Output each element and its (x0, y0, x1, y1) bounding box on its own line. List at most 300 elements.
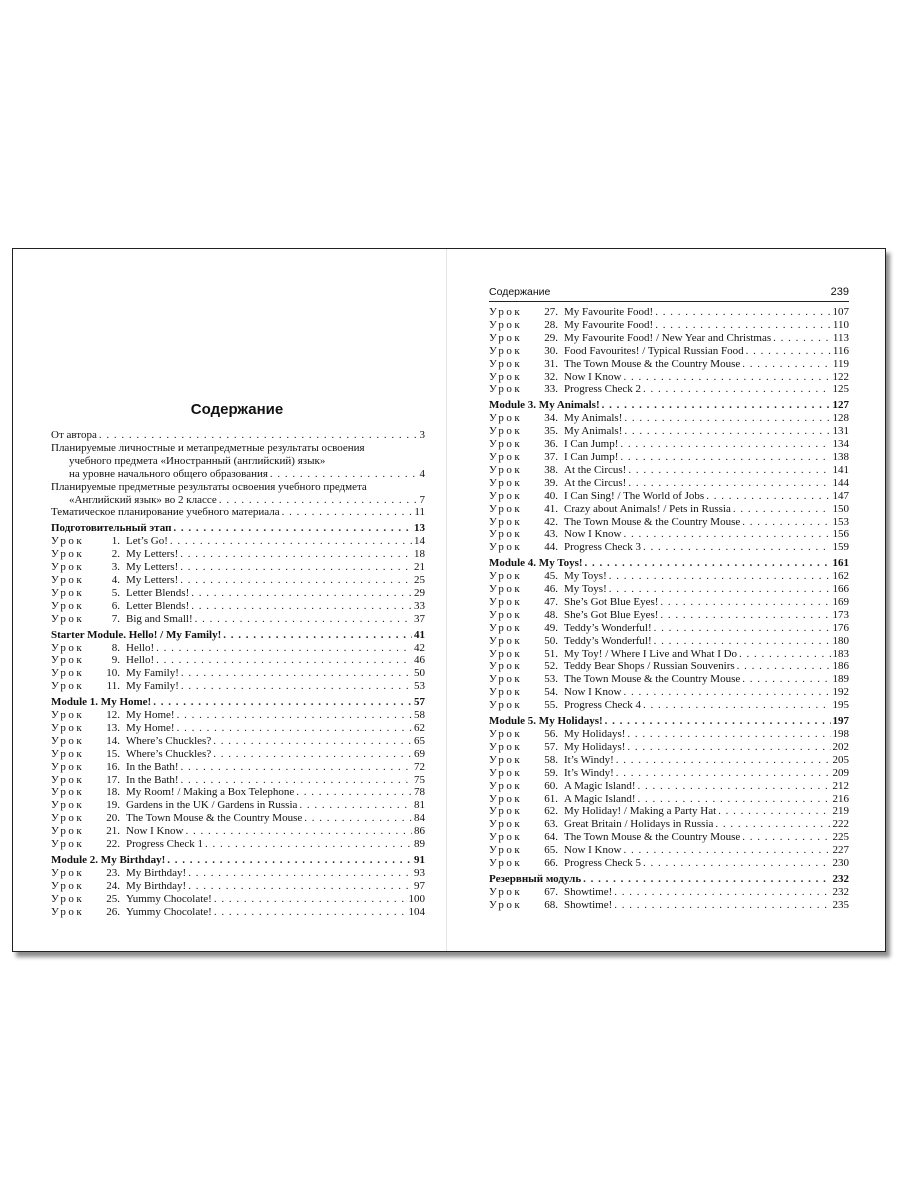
lesson-title: Letter Blends! (126, 586, 190, 599)
dot-leader (620, 438, 830, 451)
lesson-prefix: Урок (51, 812, 85, 825)
toc-entry-label (51, 535, 168, 548)
toc-entry-label (489, 767, 614, 780)
dot-leader (195, 613, 412, 626)
lesson-title: Teddy’s Wonderful! (564, 634, 652, 647)
lesson-title: Letter Blends! (126, 599, 190, 612)
toc-lesson-row (489, 451, 849, 464)
dot-leader (177, 709, 412, 722)
toc-text-line: Планируемые предметные результаты освоения учебного предмета (51, 480, 367, 493)
lesson-number: 18. (106, 786, 120, 799)
left-page (13, 249, 447, 951)
lesson-number: 62. (544, 805, 558, 818)
toc-page-number: 235 (832, 898, 849, 911)
toc-lesson-row (489, 899, 849, 912)
lesson-prefix: Урок (489, 541, 523, 554)
lesson-title: My Birthday! (126, 866, 187, 879)
lesson-prefix: Урок (489, 438, 523, 451)
toc-lesson-row (489, 425, 849, 438)
toc-entry-label (51, 587, 189, 600)
lesson-prefix: Урок (489, 728, 523, 740)
toc-page-number: 33 (414, 599, 425, 612)
lesson-prefix: Урок (489, 779, 523, 792)
lesson-number: 68. (544, 898, 558, 911)
toc-entry-label (489, 306, 653, 319)
toc-page-number: 104 (408, 905, 425, 918)
dot-leader (180, 548, 412, 561)
toc-lesson-row (51, 613, 425, 626)
lesson-prefix: Урок (51, 548, 85, 561)
toc-entry-label (489, 609, 658, 622)
toc-lesson-row (489, 805, 849, 818)
lesson-title: In the Bath! (126, 773, 179, 786)
toc-page-number: 107 (832, 306, 849, 318)
toc-lesson-row (51, 825, 425, 838)
toc-entry-label (489, 741, 625, 754)
toc-lesson-row (51, 761, 425, 774)
lesson-prefix: Урок (51, 747, 85, 760)
toc-lesson-row (489, 412, 849, 425)
lesson-number: 67. (544, 885, 558, 898)
lesson-number: 51. (544, 647, 558, 660)
toc-entry-label (51, 709, 175, 722)
lesson-title: Let’s Go! (126, 535, 168, 548)
dot-leader (623, 686, 830, 699)
lesson-prefix: Урок (51, 892, 85, 905)
toc-page-number: 197 (832, 715, 849, 728)
lesson-prefix: Урок (51, 586, 85, 599)
dot-leader (296, 786, 412, 799)
lesson-number: 27. (544, 306, 558, 318)
toc-list-left (51, 429, 425, 919)
toc-page-number: 202 (832, 740, 849, 753)
dot-leader (170, 535, 412, 548)
toc-lesson-row (51, 906, 425, 919)
toc-lesson-row (489, 541, 849, 554)
toc-entry-label (489, 516, 740, 529)
toc-entry-label (489, 451, 618, 464)
dot-leader (602, 399, 831, 412)
lesson-prefix: Урок (489, 740, 523, 753)
toc-lesson-row (51, 893, 425, 906)
lesson-number: 14. (106, 734, 120, 747)
toc-page-number: 180 (832, 634, 849, 647)
toc-page-number: 62 (414, 721, 425, 734)
lesson-prefix: Урок (489, 344, 523, 357)
lesson-prefix: Урок (51, 760, 85, 773)
toc-page-number: 131 (832, 425, 849, 438)
dot-leader (156, 654, 412, 667)
lesson-number: 61. (544, 792, 558, 805)
lesson-prefix: Урок (489, 370, 523, 383)
toc-page-number: 65 (414, 734, 425, 747)
toc-entry-label (51, 799, 297, 812)
toc-lesson-row (51, 561, 425, 574)
lesson-title: Progress Check 4 (564, 699, 641, 712)
toc-lesson-row (489, 754, 849, 767)
dot-leader (304, 812, 412, 825)
dot-leader (153, 696, 412, 709)
toc-section-row (489, 557, 849, 570)
lesson-number: 4. (111, 573, 120, 586)
toc-page-number: 176 (832, 621, 849, 634)
lesson-title: Now I Know (126, 825, 184, 838)
toc-entry-label: «Английский язык» во 2 классе (69, 493, 217, 506)
toc-page-number: 125 (832, 383, 849, 396)
lesson-title: Now I Know (564, 528, 622, 541)
toc-page-number: 169 (832, 595, 849, 608)
lesson-title: At the Circus! (564, 476, 627, 489)
toc-page-number: 11 (414, 506, 425, 519)
lesson-prefix: Урок (51, 866, 85, 879)
dot-leader (742, 831, 830, 844)
toc-section-row (51, 854, 425, 867)
lesson-prefix: Урок (489, 425, 523, 438)
toc-entry-label (489, 345, 744, 358)
toc-entry-label: Module 5. My Holidays! (489, 715, 603, 728)
lesson-prefix: Урок (51, 573, 85, 586)
lesson-prefix: Урок (51, 905, 85, 918)
lesson-number: 29. (544, 331, 558, 344)
dot-leader (609, 570, 831, 583)
toc-page-number: 21 (414, 561, 425, 574)
dot-leader (637, 793, 830, 806)
lesson-title: It’s Windy! (564, 753, 614, 766)
toc-lesson-row (51, 642, 425, 655)
lesson-title: Now I Know (564, 844, 622, 857)
toc-page-number: 162 (832, 570, 849, 583)
toc-entry-label (489, 464, 626, 477)
dot-leader (191, 587, 412, 600)
dot-leader (733, 503, 831, 516)
toc-page-number: 227 (832, 844, 849, 857)
toc-page-number: 7 (419, 493, 425, 506)
toc-entry-label (51, 654, 154, 667)
lesson-prefix: Урок (489, 450, 523, 463)
toc-page-number: 13 (414, 522, 425, 535)
lesson-title: My Family! (126, 680, 179, 693)
toc-entry-label (489, 371, 621, 384)
lesson-title: My Birthday! (126, 879, 187, 892)
lesson-number: 64. (544, 831, 558, 844)
toc-entry-label (489, 660, 735, 673)
toc-row (51, 506, 425, 519)
toc-entry-label (51, 880, 186, 893)
toc-page-number: 57 (414, 696, 425, 709)
toc-page-number: 216 (832, 792, 849, 805)
toc-lesson-row (51, 748, 425, 761)
toc-lesson-row (489, 371, 849, 384)
toc-section-row (489, 399, 849, 412)
toc-page-number: 37 (414, 612, 425, 625)
toc-lesson-row (489, 345, 849, 358)
lesson-number: 12. (106, 709, 120, 722)
lesson-number: 15. (106, 747, 120, 760)
toc-entry-label (51, 613, 193, 626)
lesson-title: My Toys! (564, 583, 607, 596)
lesson-number: 2. (111, 548, 120, 561)
dot-leader (173, 522, 412, 535)
lesson-number: 20. (106, 812, 120, 825)
toc-page-number: 69 (414, 747, 425, 760)
lesson-number: 58. (544, 753, 558, 766)
lesson-number: 54. (544, 686, 558, 699)
dot-leader (627, 741, 830, 754)
lesson-number: 48. (544, 608, 558, 621)
toc-entry-label: Starter Module. Hello! / My Family! (51, 628, 222, 641)
toc-entry-label (51, 761, 179, 774)
lesson-title: My Animals! (564, 425, 623, 438)
dot-leader (739, 648, 830, 661)
toc-lesson-row (489, 857, 849, 870)
toc-entry-label: От автора (51, 429, 97, 441)
lesson-number: 11. (106, 680, 120, 693)
lesson-prefix: Урок (489, 621, 523, 634)
lesson-prefix: Урок (489, 753, 523, 766)
lesson-title: At the Circus! (564, 463, 627, 476)
lesson-prefix: Урок (489, 831, 523, 844)
toc-row (51, 468, 425, 481)
dot-leader (605, 715, 831, 728)
lesson-number: 28. (544, 318, 558, 331)
running-head (489, 287, 849, 302)
dot-leader (620, 451, 830, 464)
toc-entry-label (489, 541, 641, 554)
lesson-number: 66. (544, 857, 558, 870)
lesson-title: A Magic Island! (564, 779, 636, 792)
dot-leader (627, 728, 830, 741)
lesson-prefix: Урок (489, 805, 523, 818)
lesson-number: 47. (544, 595, 558, 608)
dot-leader (643, 541, 831, 554)
lesson-number: 37. (544, 450, 558, 463)
lesson-prefix: Урок (51, 535, 85, 548)
toc-page-number: 198 (832, 728, 849, 740)
toc-lesson-row (51, 722, 425, 735)
toc-page-number: 195 (832, 699, 849, 712)
lesson-number: 8. (111, 641, 120, 654)
toc-page-number: 153 (832, 515, 849, 528)
lesson-title: Progress Check 1 (126, 838, 203, 851)
lesson-number: 45. (544, 570, 558, 583)
lesson-prefix: Урок (51, 879, 85, 892)
toc-entry-label (489, 438, 618, 451)
lesson-prefix: Урок (489, 306, 523, 318)
lesson-number: 26. (106, 905, 120, 918)
toc-page-number: 186 (832, 660, 849, 673)
toc-lesson-row (489, 818, 849, 831)
toc-page-number: 205 (832, 753, 849, 766)
dot-leader (213, 748, 412, 761)
lesson-prefix: Урок (489, 595, 523, 608)
toc-entry-label (489, 831, 740, 844)
toc-lesson-row (51, 867, 425, 880)
lesson-prefix: Урок (489, 608, 523, 621)
lesson-title: The Town Mouse & the Country Mouse (564, 515, 741, 528)
page-number: 239 (830, 286, 849, 298)
toc-page-number: 42 (414, 641, 425, 654)
lesson-title: Crazy about Animals! / Pets in Russia (564, 502, 731, 515)
lesson-number: 32. (544, 370, 558, 383)
toc-page-number: 29 (414, 586, 425, 599)
toc-entry-label: на уровне начального общего образования (69, 467, 268, 480)
dot-leader (773, 332, 831, 345)
dot-leader (167, 854, 412, 867)
toc-page-number: 230 (832, 857, 849, 870)
toc-lesson-row (489, 464, 849, 477)
lesson-title: She’s Got Blue Eyes! (564, 595, 659, 608)
lesson-title: Teddy Bear Shops / Russian Souvenirs (564, 660, 735, 673)
lesson-prefix: Урок (51, 786, 85, 799)
toc-page-number: 161 (832, 557, 849, 570)
toc-entry-label (489, 528, 621, 541)
toc-lesson-row (51, 880, 425, 893)
toc-page-number: 156 (832, 528, 849, 541)
dot-leader (623, 371, 830, 384)
lesson-title: Progress Check 3 (564, 541, 641, 554)
toc-page-number: 127 (832, 399, 849, 412)
lesson-number: 39. (544, 476, 558, 489)
toc-entry-label (489, 503, 731, 516)
lesson-title: My Favourite Food! / New Year and Christmas (564, 331, 772, 344)
toc-section-row (51, 522, 425, 535)
toc-lesson-row (51, 786, 425, 799)
lesson-number: 9. (111, 654, 120, 667)
dot-leader (188, 867, 412, 880)
lesson-prefix: Урок (489, 647, 523, 660)
lesson-prefix: Урок (489, 898, 523, 911)
dot-leader (746, 345, 831, 358)
lesson-number: 44. (544, 541, 558, 554)
lesson-number: 22. (106, 838, 120, 851)
lesson-prefix: Урок (489, 476, 523, 489)
toc-lesson-row (489, 528, 849, 541)
toc-lesson-row (489, 319, 849, 332)
dot-leader (643, 699, 831, 712)
lesson-number: 25. (106, 892, 120, 905)
toc-entry-label (489, 793, 635, 806)
lesson-title: Great Britain / Holidays in Russia (564, 818, 714, 831)
lesson-number: 42. (544, 515, 558, 528)
lesson-prefix: Урок (51, 641, 85, 654)
lesson-title: My Animals! (564, 412, 623, 425)
lesson-title: She’s Got Blue Eyes! (564, 608, 659, 621)
lesson-prefix: Урок (489, 699, 523, 712)
lesson-number: 1. (111, 535, 120, 548)
toc-entry-label (51, 548, 178, 561)
lesson-number: 55. (544, 699, 558, 712)
toc-page-number: 222 (832, 818, 849, 831)
toc-page-number: 84 (414, 812, 425, 825)
lesson-number: 65. (544, 844, 558, 857)
toc-entry-label (489, 319, 653, 332)
toc-page-number: 4 (419, 467, 425, 480)
lesson-title: My Home! (126, 721, 175, 734)
lesson-number: 31. (544, 357, 558, 370)
toc-lesson-row (489, 686, 849, 699)
toc-entry-label: Подготовительный этап (51, 522, 172, 535)
lesson-prefix: Урок (489, 489, 523, 502)
toc-lesson-row (489, 477, 849, 490)
toc-entry-label (51, 667, 179, 680)
dot-leader (655, 319, 831, 332)
lesson-prefix: Урок (489, 885, 523, 898)
toc-entry-label (51, 574, 178, 587)
toc-lesson-row (51, 680, 425, 693)
lesson-title: My Holidays! (564, 740, 626, 753)
toc-lesson-row (489, 767, 849, 780)
toc-entry-label (489, 886, 612, 899)
lesson-prefix: Урок (489, 660, 523, 673)
dot-leader (583, 873, 830, 886)
lesson-prefix: Урок (51, 599, 85, 612)
toc-page-number: 159 (832, 541, 849, 554)
toc-lesson-row (489, 699, 849, 712)
lesson-number: 50. (544, 634, 558, 647)
lesson-number: 43. (544, 528, 558, 541)
dot-leader (205, 838, 412, 851)
lesson-number: 10. (106, 667, 120, 680)
toc-page-number: 147 (832, 489, 849, 502)
toc-entry-label (51, 867, 186, 880)
toc-lesson-row (51, 548, 425, 561)
lesson-number: 52. (544, 660, 558, 673)
toc-entry-label: Module 1. My Home! (51, 696, 152, 709)
dot-leader (181, 680, 412, 693)
dot-leader (742, 673, 830, 686)
page-title: Содержание (190, 401, 284, 418)
dot-leader (706, 490, 830, 503)
lesson-title: Hello! (126, 641, 155, 654)
toc-entry-label (489, 780, 635, 793)
toc-entry-label (51, 735, 211, 748)
toc-lesson-row (51, 587, 425, 600)
toc-lesson-row (489, 358, 849, 371)
lesson-number: 57. (544, 740, 558, 753)
dot-leader (742, 358, 831, 371)
lesson-title: Big and Small! (126, 612, 193, 625)
toc-entry-label (489, 622, 652, 635)
lesson-number: 16. (106, 760, 120, 773)
toc-lesson-row (51, 654, 425, 667)
toc-entry-label (489, 648, 737, 661)
dot-leader (660, 596, 830, 609)
right-page (451, 249, 885, 951)
toc-lesson-row (489, 438, 849, 451)
toc-page-number: 97 (414, 879, 425, 892)
lesson-title: Hello! (126, 654, 155, 667)
dot-leader (219, 494, 418, 507)
toc-page-number: 128 (832, 412, 849, 425)
lesson-title: Now I Know (564, 686, 622, 699)
toc-lesson-row (489, 673, 849, 686)
lesson-number: 49. (544, 621, 558, 634)
lesson-number: 46. (544, 583, 558, 596)
toc-lesson-row (51, 799, 425, 812)
toc-page-number: 14 (414, 535, 425, 548)
toc-lesson-row (51, 812, 425, 825)
dot-leader (660, 609, 830, 622)
lesson-title: I Can Sing! / The World of Jobs (564, 489, 705, 502)
toc-entry-label (489, 673, 740, 686)
lesson-prefix: Урок (489, 686, 523, 699)
toc-entry-label (51, 812, 302, 825)
toc-page-number: 3 (419, 429, 425, 441)
dot-leader (742, 516, 830, 529)
lesson-number: 41. (544, 502, 558, 515)
toc-page-number: 72 (414, 760, 425, 773)
toc-page-number: 209 (832, 766, 849, 779)
